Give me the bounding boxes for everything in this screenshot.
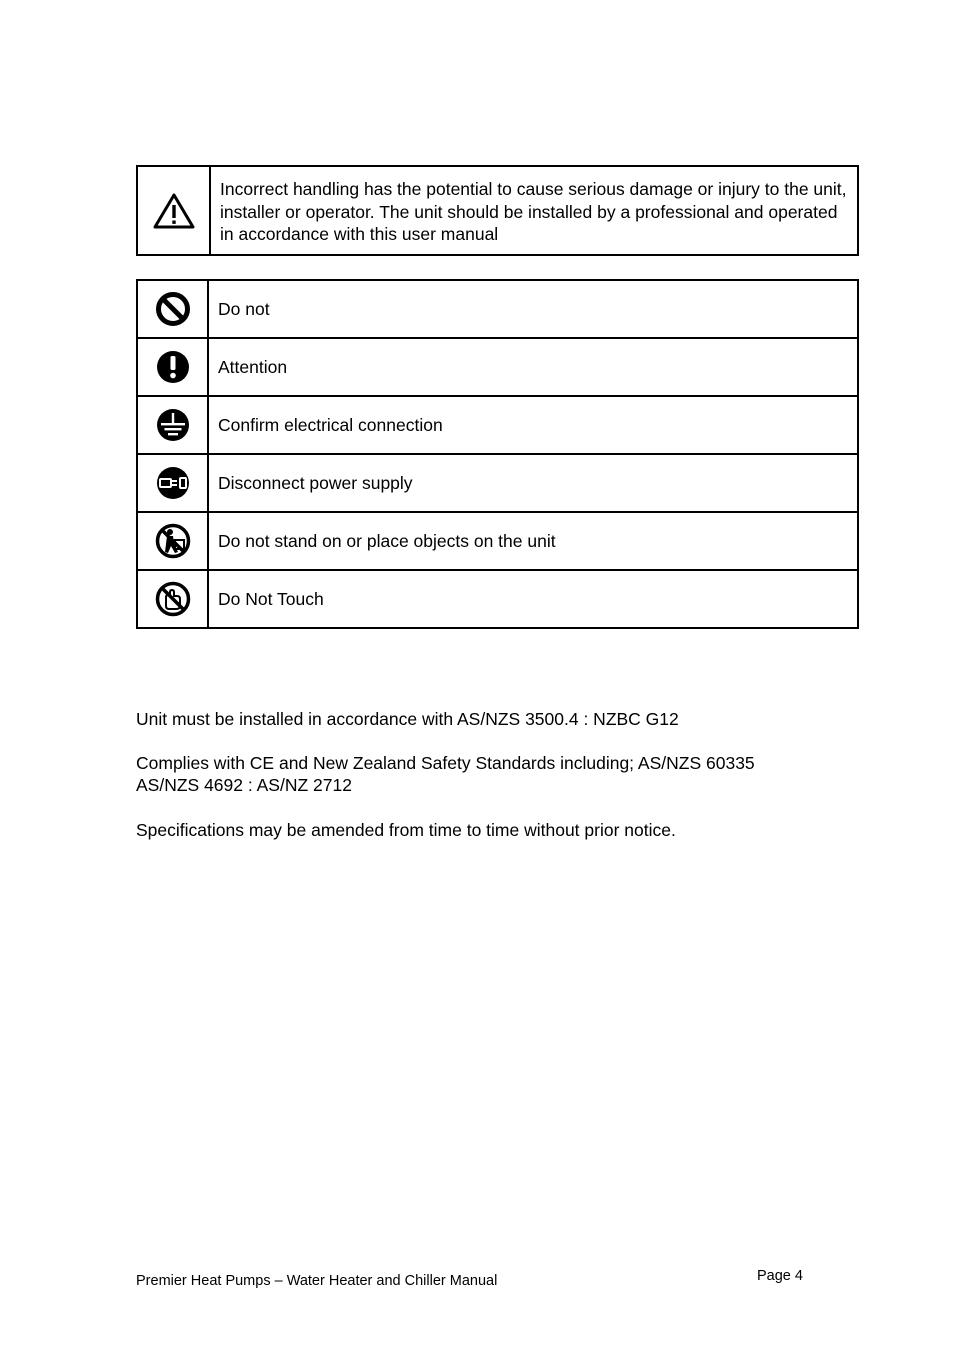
warning-triangle-icon [153, 193, 195, 229]
symbol-label: Disconnect power supply [208, 454, 858, 512]
warning-text: Incorrect handling has the potential to cause serious damage or injury to the unit, installer or operator. The unit should be installed by a professional and operated in accordance with this user manual [220, 179, 847, 244]
table-row [137, 570, 858, 628]
symbol-table [136, 279, 859, 629]
symbol-label: Attention [208, 338, 858, 396]
page-number: Page 4 [757, 1268, 803, 1284]
exclamation-icon [155, 349, 191, 385]
symbol-label: Do not [208, 280, 858, 338]
symbol-label: Do not stand on or place objects on the unit [208, 512, 858, 570]
icon-cell [137, 570, 208, 628]
table-row [137, 454, 858, 512]
icon-cell [137, 396, 208, 454]
table-row [137, 338, 858, 396]
table-row [137, 280, 858, 338]
warning-box [136, 165, 859, 256]
symbol-label: Confirm electrical connection [208, 396, 858, 454]
prohibition-icon [155, 291, 191, 327]
icon-cell [137, 338, 208, 396]
no-standing-icon [154, 522, 192, 560]
warning-icon-cell [138, 167, 211, 254]
install-standard-text: Unit must be installed in accordance with AS/NZS 3500.4 : NZBC G12 [136, 709, 679, 729]
specifications-text: Specifications may be amended from time to time without prior notice. [136, 820, 676, 840]
complies-text-line2: AS/NZS 4692 : AS/NZ 2712 [136, 775, 352, 795]
table-row [137, 512, 858, 570]
footer-title: Premier Heat Pumps – Water Heater and Chiller Manual [136, 1273, 498, 1289]
symbol-label: Do Not Touch [208, 570, 858, 628]
no-touch-icon [154, 580, 192, 618]
table-row [137, 396, 858, 454]
unplug-icon [155, 465, 191, 501]
ground-icon [155, 407, 191, 443]
icon-cell [137, 454, 208, 512]
icon-cell [137, 512, 208, 570]
icon-cell [137, 280, 208, 338]
complies-text-line1: Complies with CE and New Zealand Safety Standards including; AS/NZS 60335 [136, 753, 755, 773]
